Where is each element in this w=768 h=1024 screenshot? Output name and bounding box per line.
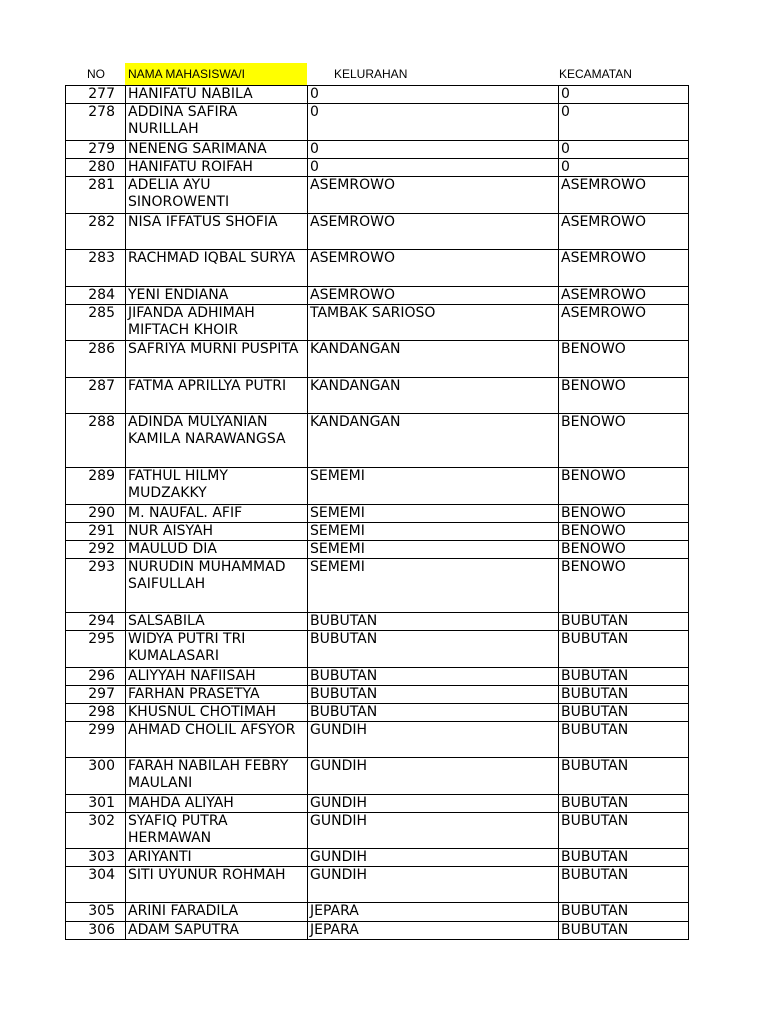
cell-no: 287 — [66, 378, 126, 414]
cell-no: 280 — [66, 159, 126, 177]
cell-kelurahan: KANDANGAN — [308, 341, 559, 378]
cell-nama: WIDYA PUTRI TRI KUMALASARI — [126, 631, 308, 668]
table-row — [66, 849, 689, 867]
table-row — [66, 414, 689, 468]
table-row — [66, 758, 689, 795]
cell-nama: ADINDA MULYANIAN KAMILA NARAWANGSA — [126, 414, 308, 468]
cell-kelurahan: 0 — [308, 141, 559, 159]
cell-kecamatan: BENOWO — [559, 468, 689, 505]
cell-kelurahan: 0 — [308, 86, 559, 104]
cell-nama: ADDINA SAFIRA NURILLAH — [126, 104, 308, 141]
cell-kecamatan: BUBUTAN — [559, 631, 689, 668]
cell-nama: ALIYYAH NAFIISAH — [126, 668, 308, 686]
cell-kecamatan: BUBUTAN — [559, 813, 689, 849]
cell-kelurahan: BUBUTAN — [308, 668, 559, 686]
cell-nama: SITI UYUNUR ROHMAH — [126, 867, 308, 903]
cell-no: 286 — [66, 341, 126, 378]
table-row — [66, 686, 689, 704]
cell-kecamatan: BENOWO — [559, 378, 689, 414]
cell-no: 304 — [66, 867, 126, 903]
cell-nama: YENI ENDIANA — [126, 287, 308, 305]
cell-kelurahan: BUBUTAN — [308, 613, 559, 631]
table-row — [66, 141, 689, 159]
cell-no: 297 — [66, 686, 126, 704]
cell-kecamatan: BUBUTAN — [559, 668, 689, 686]
cell-no: 277 — [66, 86, 126, 104]
cell-nama: FARHAN PRASETYA — [126, 686, 308, 704]
table-row — [66, 668, 689, 686]
cell-nama: SYAFIQ PUTRA HERMAWAN — [126, 813, 308, 849]
cell-no: 290 — [66, 505, 126, 523]
cell-kecamatan: BENOWO — [559, 523, 689, 541]
cell-no: 285 — [66, 305, 126, 341]
table-row — [66, 867, 689, 903]
table-row — [66, 305, 689, 341]
cell-no: 292 — [66, 541, 126, 559]
cell-nama: ADELIA AYU SINOROWENTI — [126, 177, 308, 214]
table-row — [66, 378, 689, 414]
cell-kecamatan: BUBUTAN — [559, 686, 689, 704]
cell-no: 283 — [66, 250, 126, 287]
cell-no: 293 — [66, 559, 126, 613]
cell-kecamatan: BENOWO — [559, 341, 689, 378]
column-header-nama: NAMA MAHASISWA/I — [125, 63, 307, 85]
table-row — [66, 214, 689, 250]
table-row — [66, 159, 689, 177]
cell-kelurahan: JEPARA — [308, 922, 559, 940]
table-row — [66, 704, 689, 722]
table-row — [66, 559, 689, 613]
cell-kecamatan: BUBUTAN — [559, 903, 689, 922]
table-row — [66, 523, 689, 541]
cell-kelurahan: BUBUTAN — [308, 704, 559, 722]
cell-kecamatan: 0 — [559, 159, 689, 177]
cell-no: 303 — [66, 849, 126, 867]
cell-kecamatan: ASEMROWO — [559, 287, 689, 305]
table-row — [66, 177, 689, 214]
cell-kecamatan: BUBUTAN — [559, 758, 689, 795]
cell-kelurahan: SEMEMI — [308, 523, 559, 541]
cell-kelurahan: KANDANGAN — [308, 414, 559, 468]
cell-kecamatan: BUBUTAN — [559, 613, 689, 631]
table-row — [66, 250, 689, 287]
cell-kelurahan: SEMEMI — [308, 505, 559, 523]
cell-no: 288 — [66, 414, 126, 468]
table-row — [66, 86, 689, 104]
student-table — [65, 85, 689, 940]
cell-nama: NISA IFFATUS SHOFIA — [126, 214, 308, 250]
table-row — [66, 922, 689, 940]
cell-no: 278 — [66, 104, 126, 141]
cell-kecamatan: ASEMROWO — [559, 214, 689, 250]
cell-kelurahan: ASEMROWO — [308, 250, 559, 287]
cell-kelurahan: GUNDIH — [308, 813, 559, 849]
cell-kelurahan: KANDANGAN — [308, 378, 559, 414]
cell-kelurahan: GUNDIH — [308, 795, 559, 813]
cell-kelurahan: ASEMROWO — [308, 177, 559, 214]
cell-nama: HANIFATU ROIFAH — [126, 159, 308, 177]
cell-no: 296 — [66, 668, 126, 686]
cell-nama: FATMA APRILLYA PUTRI — [126, 378, 308, 414]
cell-nama: MAHDA ALIYAH — [126, 795, 308, 813]
cell-kecamatan: BUBUTAN — [559, 704, 689, 722]
cell-kecamatan: BUBUTAN — [559, 849, 689, 867]
column-header-no: NO — [87, 67, 105, 81]
cell-kecamatan: 0 — [559, 141, 689, 159]
cell-kelurahan: SEMEMI — [308, 541, 559, 559]
cell-no: 302 — [66, 813, 126, 849]
cell-nama: SALSABILA — [126, 613, 308, 631]
table-row — [66, 541, 689, 559]
cell-kelurahan: ASEMROWO — [308, 214, 559, 250]
table-row — [66, 631, 689, 668]
cell-kelurahan: 0 — [308, 104, 559, 141]
table-row — [66, 505, 689, 523]
cell-kecamatan: ASEMROWO — [559, 250, 689, 287]
cell-nama: KHUSNUL CHOTIMAH — [126, 704, 308, 722]
cell-kecamatan: BUBUTAN — [559, 867, 689, 903]
column-header-kecamatan: KECAMATAN — [559, 67, 632, 81]
cell-no: 279 — [66, 141, 126, 159]
cell-kelurahan: GUNDIH — [308, 722, 559, 758]
cell-no: 300 — [66, 758, 126, 795]
cell-kelurahan: JEPARA — [308, 903, 559, 922]
cell-kelurahan: GUNDIH — [308, 849, 559, 867]
cell-nama: RACHMAD IQBAL SURYA — [126, 250, 308, 287]
table-row — [66, 722, 689, 758]
cell-no: 289 — [66, 468, 126, 505]
table-row — [66, 104, 689, 141]
cell-no: 298 — [66, 704, 126, 722]
cell-kecamatan: 0 — [559, 86, 689, 104]
table-body — [66, 86, 689, 940]
cell-no: 284 — [66, 287, 126, 305]
cell-kecamatan: BUBUTAN — [559, 922, 689, 940]
cell-kelurahan: BUBUTAN — [308, 686, 559, 704]
cell-kecamatan: BUBUTAN — [559, 795, 689, 813]
cell-no: 301 — [66, 795, 126, 813]
cell-no: 305 — [66, 903, 126, 922]
cell-kecamatan: BUBUTAN — [559, 722, 689, 758]
table-row — [66, 903, 689, 922]
cell-no: 281 — [66, 177, 126, 214]
cell-kelurahan: 0 — [308, 159, 559, 177]
cell-nama: FATHUL HILMY MUDZAKKY — [126, 468, 308, 505]
cell-kecamatan: BENOWO — [559, 559, 689, 613]
cell-nama: ADAM SAPUTRA — [126, 922, 308, 940]
cell-kecamatan: BENOWO — [559, 414, 689, 468]
cell-no: 306 — [66, 922, 126, 940]
cell-nama: ARINI FARADILA — [126, 903, 308, 922]
table-row — [66, 795, 689, 813]
cell-kecamatan: 0 — [559, 104, 689, 141]
cell-nama: AHMAD CHOLIL AFSYOR — [126, 722, 308, 758]
cell-kecamatan: BENOWO — [559, 505, 689, 523]
cell-nama: ARIYANTI — [126, 849, 308, 867]
cell-nama: M. NAUFAL. AFIF — [126, 505, 308, 523]
table-row — [66, 287, 689, 305]
cell-nama: MAULUD DIA — [126, 541, 308, 559]
cell-nama: NENENG SARIMANA — [126, 141, 308, 159]
table-row — [66, 813, 689, 849]
cell-kelurahan: SEMEMI — [308, 559, 559, 613]
cell-nama: FARAH NABILAH FEBRY MAULANI — [126, 758, 308, 795]
cell-no: 282 — [66, 214, 126, 250]
cell-nama: SAFRIYA MURNI PUSPITA — [126, 341, 308, 378]
cell-kecamatan: ASEMROWO — [559, 305, 689, 341]
column-header-kelurahan: KELURAHAN — [334, 67, 408, 81]
cell-no: 295 — [66, 631, 126, 668]
cell-kecamatan: ASEMROWO — [559, 177, 689, 214]
cell-kelurahan: BUBUTAN — [308, 631, 559, 668]
cell-kelurahan: GUNDIH — [308, 867, 559, 903]
cell-nama: JIFANDA ADHIMAH MIFTACH KHOIR — [126, 305, 308, 341]
cell-kelurahan: TAMBAK SARIOSO — [308, 305, 559, 341]
cell-no: 291 — [66, 523, 126, 541]
cell-kelurahan: ASEMROWO — [308, 287, 559, 305]
table-row — [66, 468, 689, 505]
cell-kelurahan: SEMEMI — [308, 468, 559, 505]
cell-kecamatan: BENOWO — [559, 541, 689, 559]
table-row — [66, 341, 689, 378]
table-row — [66, 613, 689, 631]
cell-no: 294 — [66, 613, 126, 631]
cell-kelurahan: GUNDIH — [308, 758, 559, 795]
cell-nama: NURUDIN MUHAMMAD SAIFULLAH — [126, 559, 308, 613]
cell-no: 299 — [66, 722, 126, 758]
cell-nama: NUR AISYAH — [126, 523, 308, 541]
cell-nama: HANIFATU NABILA — [126, 86, 308, 104]
